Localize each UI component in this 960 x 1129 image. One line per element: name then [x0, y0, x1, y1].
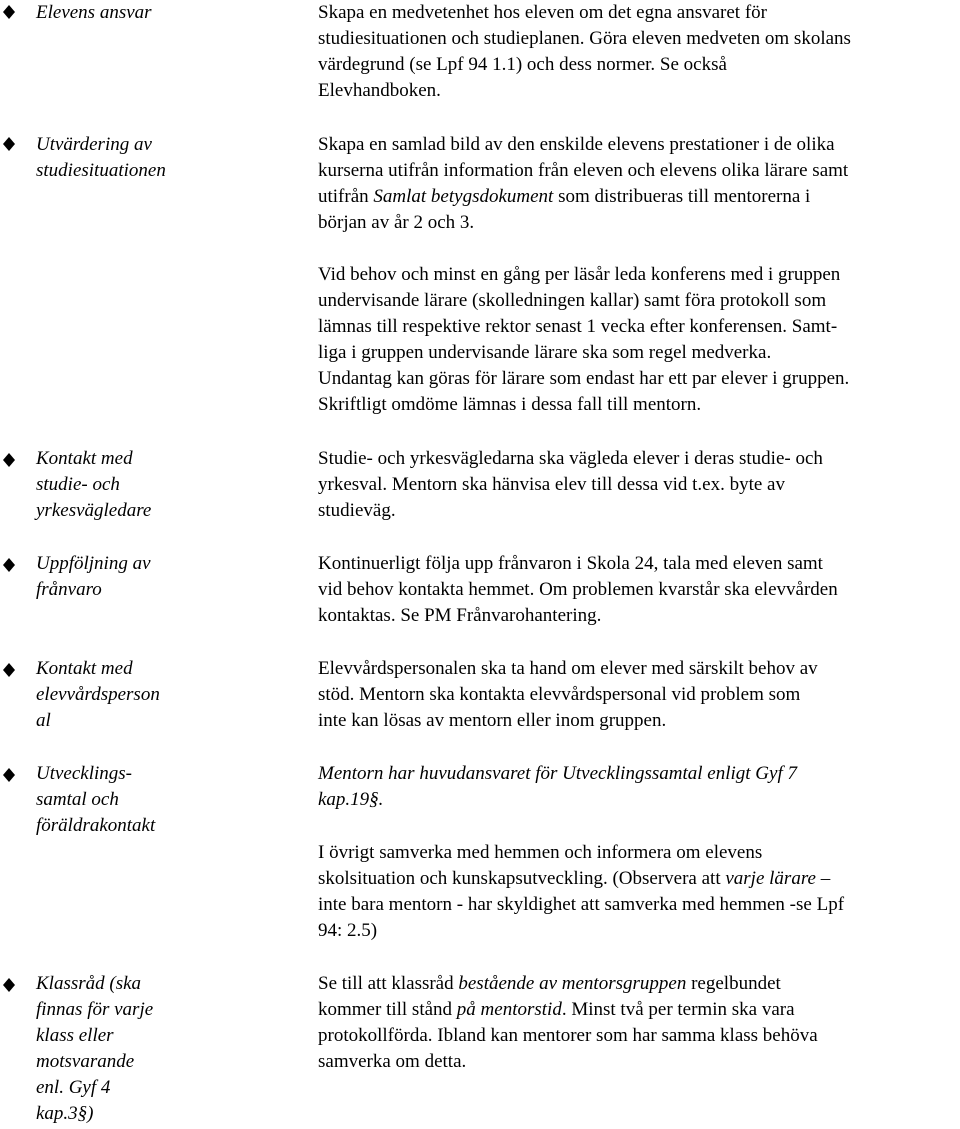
diamond-bullet-icon [0, 976, 18, 994]
term-elevens-ansvar: Elevens ansvar [36, 2, 152, 23]
desc-utvecklingssamtal-p2: I övrigt samverka med hemmen och informera om elevens skolsituation och kunskapsutveckling. (Observera att varje lärare – inte bara mentorn - har skyldighet att samverka med hemmen -se Lpf 94: 2.5) [318, 842, 845, 941]
mentorsgruppen-emphasis: bestående av mentorsgruppen [458, 973, 687, 994]
term-kontakt-syv: Kontakt med studie- och yrkesvägledare [36, 448, 152, 521]
desc-utvardering-p1: Skapa en samlad bild av den enskilde elevens prestationer i de olika kurserna utifrån information från eleven och elevens olika lärare samt utifrån Samlat betygsdokument som distribueras till mentorerna i början av år 2 och 3. [318, 134, 849, 233]
desc-kontakt-elevvard: Elevvårdspersonalen ska ta hand om elever med särskilt behov av stöd. Mentorn ska kontakta elevvårdspersonal vid problem som inte kan lösas av mentorn eller inom gruppen. [318, 658, 818, 731]
samlat-betygsdokument-emphasis: Samlat betygsdokument [373, 186, 554, 207]
term-utvecklingssamtal: Utvecklings- samtal och föräldrakontakt [36, 763, 156, 836]
desc-utvardering-p2: Vid behov och minst en gång per läsår leda konferens med i gruppen undervisande lärare (skolledningen kallar) samt föra protokoll som lämnas till respektive rektor senast 1 vecka efter konferensen. Samt- liga i gruppen undervisande lärare ska som regel medverka. Undantag kan göras för lärare som endast har ett par elever i gruppen. Skriftligt omdöme lämnas i dessa fall till mentorn. [318, 264, 850, 415]
varje-larare-emphasis: varje lärare [725, 868, 816, 889]
diamond-bullet-icon [0, 556, 18, 574]
desc-kontakt-syv: Studie- och yrkesvägledarna ska vägleda elever i deras studie- och yrkesval. Mentorn ska hänvisa elev till dessa vid t.ex. byte av studieväg. [318, 448, 823, 521]
term-uppfoljning-franvaro: Uppföljning av frånvaro [36, 553, 151, 600]
term-utvardering: Utvärdering av studiesituationen [36, 134, 166, 181]
desc-klassrad: Se till att klassråd bestående av mentorsgruppen regelbundet kommer till stånd på mentorstid. Minst två per termin ska vara protokollförda. Ibland kan mentorer som har samma klass behöva samverka om detta. [318, 973, 818, 1072]
mentorstid-emphasis: på mentorstid [456, 999, 562, 1020]
diamond-bullet-icon [0, 661, 18, 679]
term-kontakt-elevvard: Kontakt med elevvårdsperson al [36, 658, 160, 731]
desc-utvecklingssamtal-p1: Mentorn har huvudansvaret för Utvecklingssamtal enligt Gyf 7 kap.19§. [318, 763, 797, 810]
diamond-bullet-icon [0, 451, 18, 469]
diamond-bullet-icon [0, 135, 18, 153]
diamond-bullet-icon [0, 766, 18, 784]
desc-uppfoljning-franvaro: Kontinuerligt följa upp frånvaron i Skola 24, tala med eleven samt vid behov kontakta hemmet. Om problemen kvarstår ska elevvården kontaktas. Se PM Frånvarohantering. [318, 553, 838, 626]
diamond-bullet-icon [0, 3, 18, 21]
desc-elevens-ansvar: Skapa en medvetenhet hos eleven om det egna ansvaret för studiesituationen och studieplanen. Göra eleven medveten om skolans värdegrund (se Lpf 94 1.1) och dess normer. Se också Elevhandboken. [318, 2, 851, 101]
term-klassrad: Klassråd (ska finnas för varje klass eller motsvarande enl. Gyf 4 kap.3§) [36, 973, 154, 1124]
